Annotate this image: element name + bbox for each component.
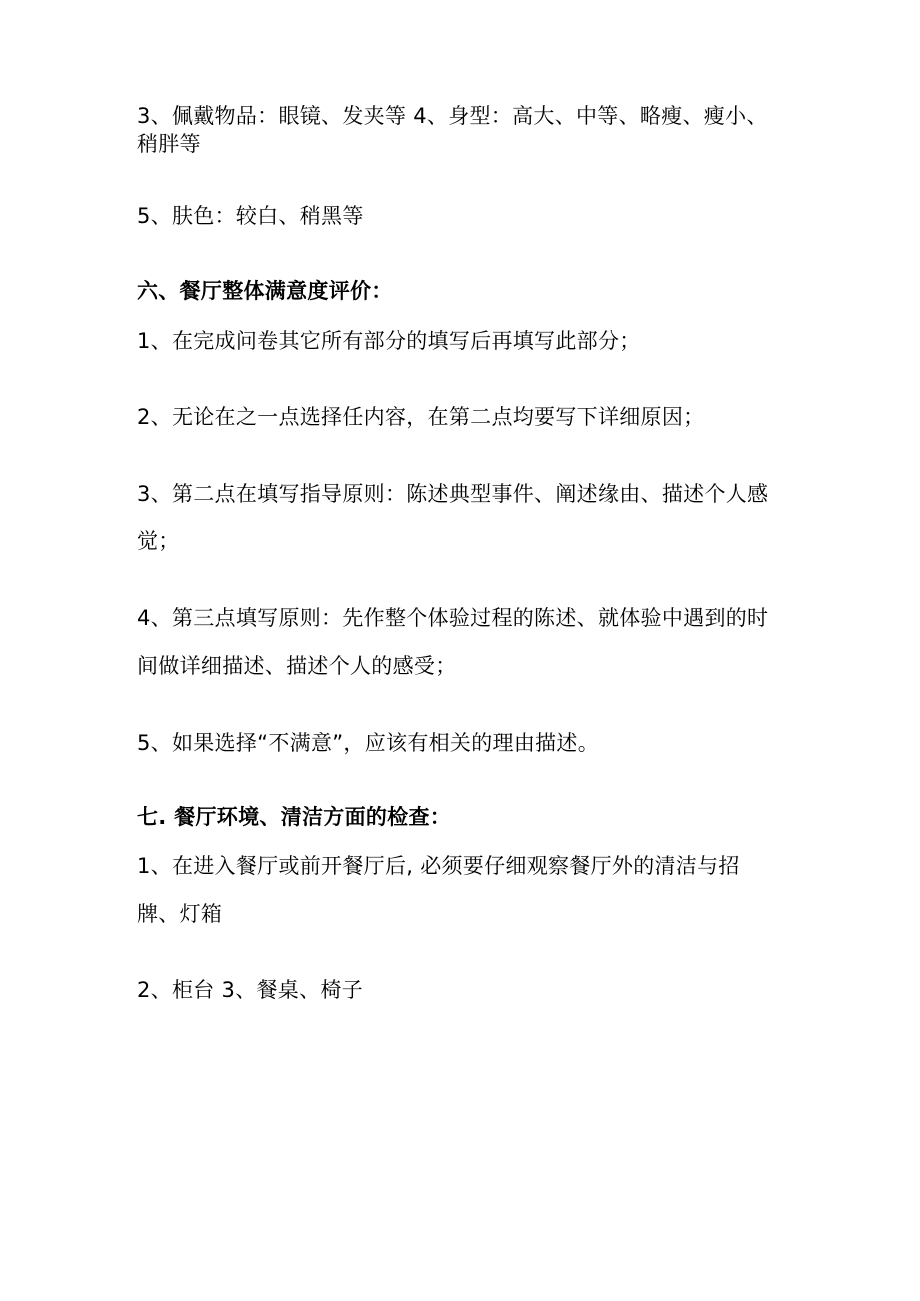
- section-six-item-4: 4、第三点填写原则：先作整个体验过程的陈述、就体验中遇到的时: [137, 606, 769, 630]
- section-seven-heading: 七. 餐厅环境、清洁方面的检查：: [137, 805, 452, 829]
- section-six-item-3: 3、第二点在填写指导原则：陈述典型事件、阐述缘由、描述个人感: [137, 482, 769, 506]
- section-seven-item-1: 1、在进入餐厅或前开餐厅后, 必须要仔细观察餐厅外的清洁与招: [137, 854, 740, 878]
- section-six-heading: 六、餐厅整体满意度评价：: [137, 279, 393, 303]
- attire-body-type-line: 3、佩戴物品：眼镜、发夹等 4、身型：高大、中等、略瘦、瘦小、: [137, 104, 768, 128]
- section-seven-item-1-continuation: 牌、灯箱: [137, 902, 223, 926]
- skin-tone-line: 5、肤色：较白、稍黑等: [137, 204, 364, 228]
- section-six-item-3-continuation: 觉；: [137, 529, 180, 553]
- section-seven-item-2: 2、柜台 3、餐桌、椅子: [137, 978, 363, 1002]
- section-six-item-4-continuation: 间做详细描述、描述个人的感受；: [137, 654, 457, 678]
- section-six-item-1: 1、在完成问卷其它所有部分的填写后再填写此部分；: [137, 329, 641, 353]
- section-six-item-5: 5、如果选择“不满意”，应该有相关的理由描述。: [137, 731, 600, 755]
- body-type-continuation-line: 稍胖等: [137, 132, 201, 156]
- section-six-item-2: 2、无论在之一点选择任内容，在第二点均要写下详细原因；: [137, 405, 705, 429]
